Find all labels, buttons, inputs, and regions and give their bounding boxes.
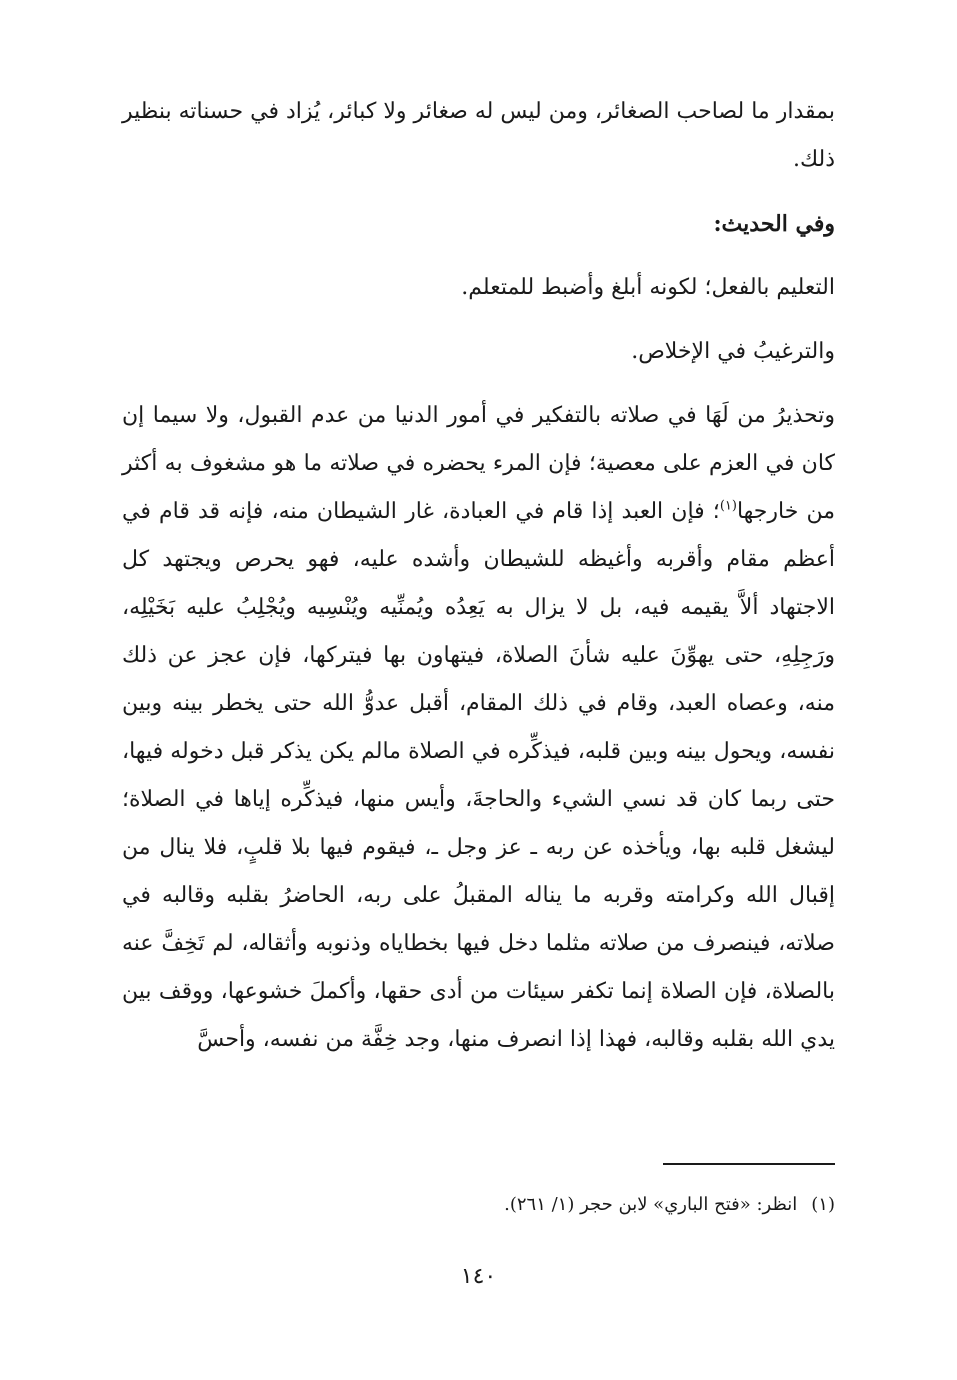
- footnote: [122, 1190, 835, 1220]
- footnote-number: (١): [811, 1194, 835, 1215]
- footnote-reference: (١): [719, 498, 737, 514]
- intro-paragraph: بمقدار ما لصاحب الصغائر، ومن ليس له صغائر ولا كبائر، يُزاد في حسناته بنظير ذلك.: [122, 99, 835, 172]
- main-paragraph: [122, 392, 835, 1064]
- lesson-point-2: والترغيبُ في الإخلاص.: [631, 339, 835, 364]
- section-heading: وفي الحديث:: [713, 211, 835, 237]
- footnote-text: انظر: «فتح الباري» لابن حجر (١/ ٢٦١).: [504, 1194, 798, 1215]
- footnote-divider: [663, 1163, 835, 1165]
- main-paragraph-part2: ؛ فإن العبد إذا قام في العبادة، غار الشيطان منه، فإنه قد قام في أعظم مقام وأقربه وأغيظه للشيطان وأشده عليه، فهو يحرص ويجتهد كل الاجتهاد ألاَّ يقيمه فيه، بل لا يزال به يَعِدُه ويُمنِّيه ويُنْسِيه ويُجْلِبُ عليه بَخَيْلِه، ورَجِلِهِ، حتى يهوِّنَ عليه شأنَ الصلاة، فيتهاون بها فيتركها، فإن عجز عن ذلك منه، وعصاه العبد، وقام في ذلك المقام، أقبل عدوُّ الله حتى يخطر بينه وبين نفسه، ويحول بينه وبين قلبه، فيذكِّره في الصلاة مالم يكن يذكر قبل دخوله فيها، حتى ربما كان قد نسي الشيء والحاجةَ، وأيس منها، فيذكِّره إياها في الصلاة؛ ليشغل قلبه بها، ويأخذه عن ربه ـ عز وجل ـ، فيقوم فيها بلا قلبٍ، فلا ينال من إقبال الله وكرامته وقربه ما يناله المقبلُ على ربه، الحاضرُ بقلبه وقالبه في صلاته، فينصرف من صلاته مثلما دخل فيها بخطاياه وذنوبه وأثقاله، لم تَخِفَّ عنه بالصلاة، فإن الصلاة إنما تكفر سيئات من أدى حقها، وأكملَ خشوعها، ووقف بين يدي الله بقلبه وقالبه، فهذا إذا انصرف منها، وجد خِفَّة من نفسه، وأحسَّ: [122, 499, 835, 1052]
- page-number: ١٤٠: [460, 1264, 497, 1289]
- lesson-point-1: التعليم بالفعل؛ لكونه أبلغ وأضبط للمتعلم.: [461, 275, 835, 300]
- main-paragraph-part1: وتحذيرُ من لَهَا في صلاته بالتفكير في أمور الدنيا من عدم القبول، ولا سيما إن كان في العزم على معصية؛ فإن المرء يحضره في صلاته ما هو مشغوف به أكثر من خارجها: [122, 403, 835, 524]
- body-text: [122, 88, 835, 1064]
